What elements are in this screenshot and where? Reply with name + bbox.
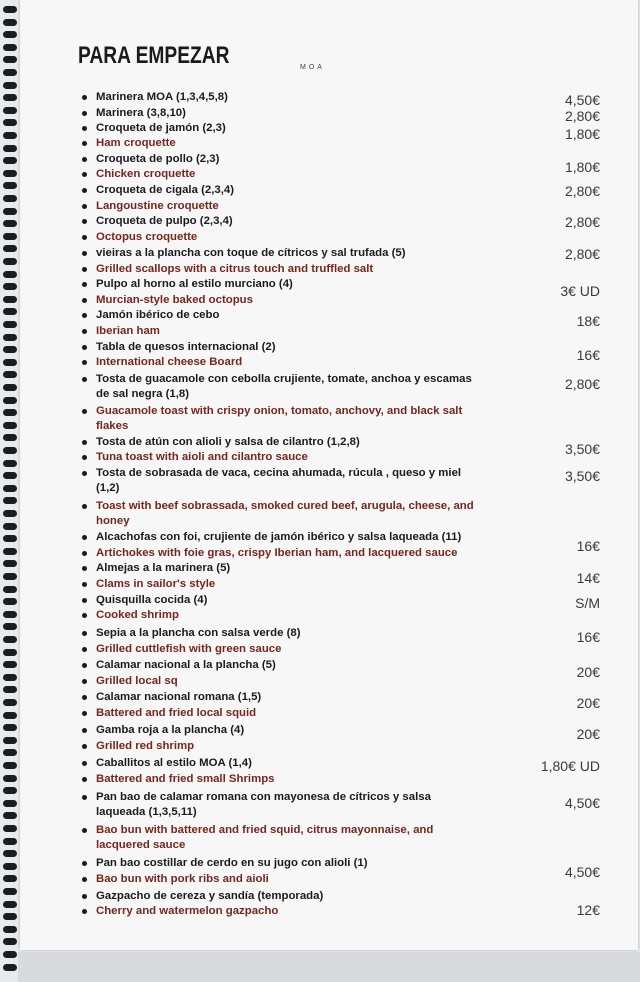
dish-name-es: Jamón ibérico de cebo — [96, 309, 220, 321]
dish-name-es: Calamar nacional a la plancha (5) — [96, 659, 276, 671]
bullet — [82, 219, 87, 224]
dish-name-es: Gamba roja a la plancha (4) — [96, 724, 245, 736]
bullet — [82, 631, 87, 636]
dish-name-es: Gazpacho de cereza y sandía (temporada) — [96, 890, 324, 902]
bullet — [82, 313, 87, 318]
bullet — [82, 566, 87, 571]
dish-name-es: Tosta de atún con alioli y salsa de cilantro (1,2,8) — [96, 436, 360, 448]
price: 3,50€ — [564, 468, 600, 484]
bullet — [82, 828, 87, 833]
bullet — [82, 647, 87, 652]
dish-name-es: Marinera (3,8,10) — [96, 107, 186, 119]
bullet — [82, 204, 87, 209]
bullet — [82, 894, 87, 899]
dish-name-es: Tosta de sobrasada de vaca, cecina ahumada, rúcula , queso y miel — [96, 467, 462, 479]
bullet — [82, 360, 87, 365]
bullet — [82, 440, 87, 445]
dish-name-en: flakes — [96, 420, 129, 432]
dish-name-en: Artichokes with foie gras, crispy Iberian ham, and lacquered sauce — [96, 547, 458, 559]
bullet — [82, 728, 87, 733]
dish-name-en: Tuna toast with aioli and cilantro sauce — [96, 451, 308, 463]
dish-name-es: (1,2) — [96, 482, 120, 494]
price: 12€ — [576, 902, 600, 918]
dish-name-es: Sepia a la plancha con salsa verde (8) — [96, 627, 301, 639]
dish-name-es: Pan bao costillar de cerdo en su jugo con alioli (1) — [96, 857, 368, 869]
dish-name-en: lacquered sauce — [96, 839, 186, 851]
price: 4,50€ — [564, 864, 600, 880]
section-title: PARA EMPEZAR — [78, 42, 230, 69]
dish-name-es: Alcachofas con foi, crujiente de jamón ibérico y salsa laqueada (11) — [96, 531, 462, 543]
price: 1,80€ — [564, 159, 600, 175]
price: 2,80€ — [564, 246, 600, 262]
dish-name-es: Pulpo al horno al estilo murciano (4) — [96, 278, 293, 290]
price: 1,80€ — [564, 126, 600, 142]
price: 18€ — [576, 313, 600, 329]
bullet — [82, 695, 87, 700]
bullet — [82, 744, 87, 749]
dish-name-en: Guacamole toast with crispy onion, tomato, anchovy, and black salt — [96, 405, 463, 417]
bullet — [82, 111, 87, 116]
dish-name-es: Croqueta de pulpo (2,3,4) — [96, 215, 233, 227]
price: 2,80€ — [564, 183, 600, 199]
bullet — [82, 455, 87, 460]
price: 16€ — [576, 347, 600, 363]
dish-name-en: Clams in sailor's style — [96, 578, 216, 590]
price: 4,50€ — [564, 795, 600, 811]
price: 1,80€ UD — [540, 758, 600, 774]
bullet — [82, 551, 87, 556]
price: 3€ UD — [560, 283, 600, 299]
dish-name-en: Bao bun with battered and fried squid, citrus mayonnaise, and — [96, 824, 434, 836]
dish-name-es: Quisquilla cocida (4) — [96, 594, 208, 606]
dish-name-es: Almejas a la marinera (5) — [96, 562, 231, 574]
bullet — [82, 251, 87, 256]
price: 20€ — [576, 695, 600, 711]
bullet — [82, 126, 87, 131]
bullet — [82, 409, 87, 414]
dish-name-en: Langoustine croquette — [96, 200, 219, 212]
bullet — [82, 188, 87, 193]
bullet — [82, 663, 87, 668]
dish-name-es: Tosta de guacamole con cebolla crujiente, tomate, anchoa y escamas — [96, 373, 472, 385]
bullet — [82, 613, 87, 618]
dish-name-es: Calamar nacional romana (1,5) — [96, 691, 262, 703]
dish-name-en: Grilled local sq — [96, 675, 178, 687]
bullet — [82, 535, 87, 540]
bullet — [82, 267, 87, 272]
bullet — [82, 329, 87, 334]
bullet — [82, 141, 87, 146]
bullet — [82, 95, 87, 100]
dish-name-es: Croqueta de jamón (2,3) — [96, 122, 226, 134]
bullet — [82, 345, 87, 350]
price: 20€ — [576, 726, 600, 742]
price: S/M — [575, 595, 600, 611]
dish-name-en: Grilled cuttlefish with green sauce — [96, 643, 282, 655]
bullet — [82, 777, 87, 782]
price: 16€ — [576, 538, 600, 554]
bullet — [82, 582, 87, 587]
dish-name-en: Cooked shrimp — [96, 609, 179, 621]
bullet — [82, 598, 87, 603]
dish-name-en: International cheese Board — [96, 356, 243, 368]
price: 20€ — [576, 664, 600, 680]
dish-name-en: Battered and fried local squid — [96, 707, 257, 719]
bullet — [82, 711, 87, 716]
dish-name-es: Pan bao de calamar romana con mayonesa de cítricos y salsa — [96, 791, 431, 803]
bullet — [82, 377, 87, 382]
dish-name-en: Toast with beef sobrassada, smoked cured beef, arugula, cheese, and — [96, 500, 474, 512]
price: 3,50€ — [564, 441, 600, 457]
dish-name-en: Ham croquette — [96, 137, 176, 149]
price: 4,50€ — [564, 92, 600, 108]
dish-name-en: honey — [96, 515, 130, 527]
dish-name-en: Bao bun with pork ribs and aioli — [96, 873, 269, 885]
dish-name-en: Grilled scallops with a citrus touch and truffled salt — [96, 263, 374, 275]
dish-name-en: Chicken croquette — [96, 168, 196, 180]
bullet — [82, 679, 87, 684]
bullet — [82, 471, 87, 476]
dish-name-en: Iberian ham — [96, 325, 160, 337]
bullet — [82, 157, 87, 162]
dish-name-es: Caballitos al estilo MOA (1,4) — [96, 757, 252, 769]
bullet — [82, 761, 87, 766]
bullet — [82, 861, 87, 866]
moa-logo: MOA — [300, 64, 325, 71]
bullet — [82, 504, 87, 509]
dish-name-en: Cherry and watermelon gazpacho — [96, 905, 279, 917]
bullet — [82, 172, 87, 177]
bullet — [82, 909, 87, 914]
bullet — [82, 877, 87, 882]
dish-name-es: laqueada (1,3,5,11) — [96, 806, 197, 818]
bullet — [82, 282, 87, 287]
dish-name-es: Croqueta de cigala (2,3,4) — [96, 184, 234, 196]
dish-name-es: Tabla de quesos internacional (2) — [96, 341, 276, 353]
dish-name-es: Croqueta de pollo (2,3) — [96, 153, 220, 165]
dish-name-es: de sal negra (1,8) — [96, 388, 190, 400]
dish-name-en: Grilled red shrimp — [96, 740, 195, 752]
bullet — [82, 235, 87, 240]
price: 2,80€ — [564, 214, 600, 230]
price: 2,80€ — [564, 376, 600, 392]
bullet — [82, 298, 87, 303]
dish-name-es: vieiras a la plancha con toque de cítricos y sal trufada (5) — [96, 247, 406, 259]
price: 16€ — [576, 629, 600, 645]
price: 14€ — [576, 570, 600, 586]
bullet — [82, 795, 87, 800]
price: 2,80€ — [564, 108, 600, 124]
dish-name-es: Marinera MOA (1,3,4,5,8) — [96, 91, 228, 103]
dish-name-en: Octopus croquette — [96, 231, 198, 243]
dish-name-en: Battered and fried small Shrimps — [96, 773, 275, 785]
dish-name-en: Murcian-style baked octopus — [96, 294, 253, 306]
